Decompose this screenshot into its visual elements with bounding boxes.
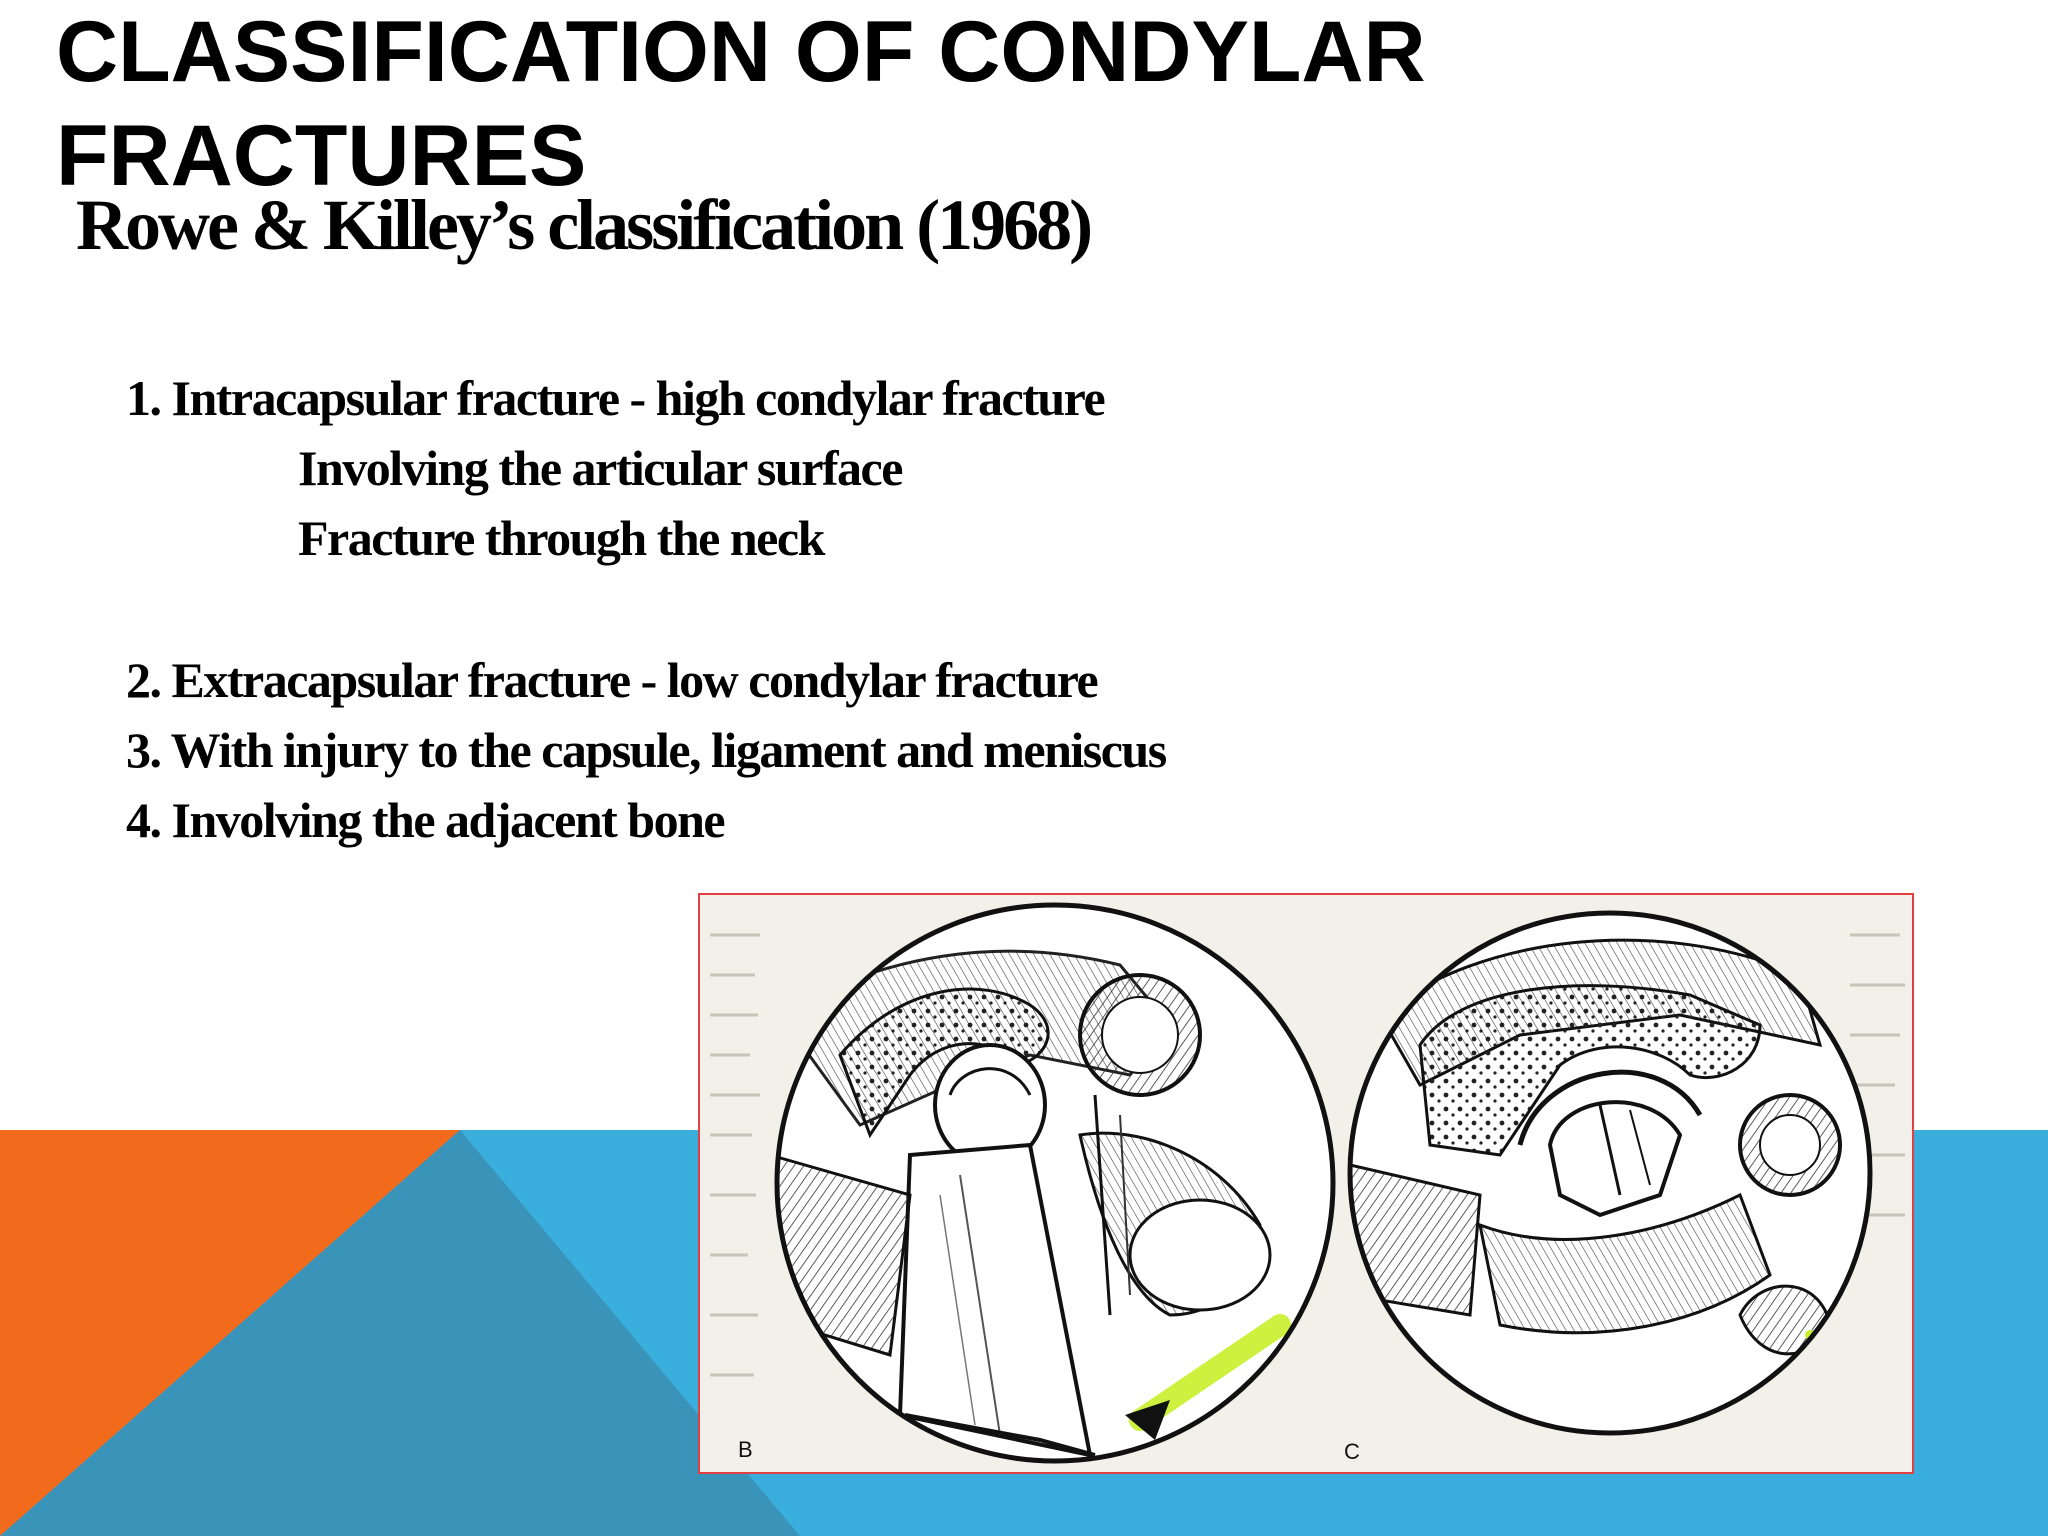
list-item-1: 1. Intracapsular fracture - high condylar fracture (126, 370, 1105, 426)
subtitle: Rowe & Killey’s classification (1968) (76, 185, 1091, 265)
condyle-fracture-figure (698, 893, 1914, 1474)
panel-label-c: C (1344, 1439, 1360, 1464)
slide-title: CLASSIFICATION OF CONDYLAR FRACTURES (56, 4, 1426, 204)
list-subitem-1b: Fracture through the neck (298, 510, 824, 566)
list-item-4: 4. Involving the adjacent bone (126, 792, 725, 848)
panel-b-drawing (760, 905, 1333, 1461)
list-item-2: 2. Extracapsular fracture - low condylar fracture (126, 652, 1098, 708)
list-subitem-1a: Involving the articular surface (298, 440, 902, 496)
panel-c-drawing (1350, 913, 1870, 1433)
figure-illustration (700, 895, 1912, 1472)
list-item-3: 3. With injury to the capsule, ligament and meniscus (126, 722, 1166, 778)
panel-label-b: B (738, 1437, 753, 1462)
